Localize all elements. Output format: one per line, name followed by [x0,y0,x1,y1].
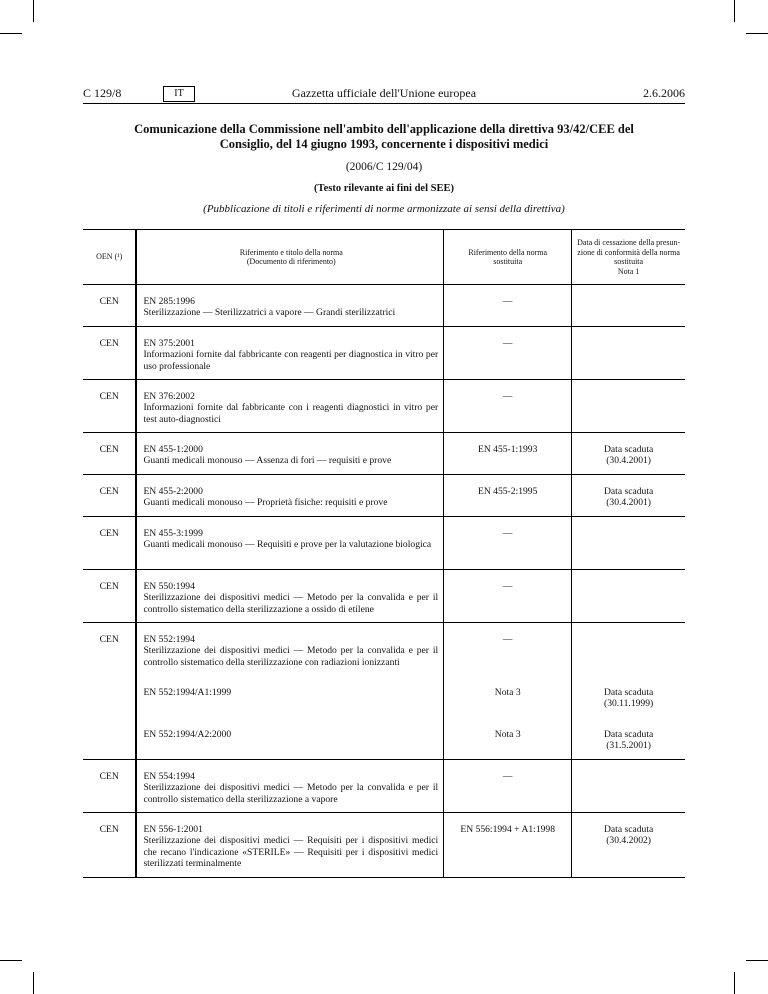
title-line-1: Comunicazione della Commissione nell'ambito dell'applicazione della direttiva 93/42/CEE del [134,122,634,136]
cell-replaced [444,433,572,475]
cell-cessation [572,623,685,676]
cell-cessation [572,380,685,433]
header-cessation-l1: Data di cessazione della presun- [577,238,681,247]
replaced-standard: — [502,528,513,539]
cell-replaced [444,380,572,433]
oen-value: CEN [99,486,119,497]
header-reference-title [136,230,443,285]
standard-title: Sterilizzazione — Sterilizzatrici a vapore — Grandi sterilizzatrici [143,307,396,319]
header-cessation-l4: Nota 1 [617,266,640,276]
header-replaced-l1: Riferimento della norma [468,247,548,257]
cell-oen [83,380,136,433]
cell-standard [136,285,443,327]
cessation-date: (31.5.2001) [606,739,651,751]
header-reference-title-l2: (Documento di riferimento) [246,257,336,266]
standard-code: EN 554:1994 [143,771,195,782]
header-oen: OEN (¹) [83,230,136,285]
cell-cessation [572,676,685,718]
cessation-status: Data scaduta [603,824,654,835]
cell-cessation [572,517,685,570]
table-row [83,380,685,433]
standard-code: EN 556-1:2001 [143,824,203,835]
table-row [83,760,685,813]
language-badge: IT [163,86,195,102]
oen-value: CEN [99,296,119,307]
crop-mark [734,972,735,994]
oen-value: CEN [99,771,119,782]
standard-code: EN 552:1994/A1:1999 [143,686,232,698]
cell-oen [83,623,136,676]
header-cessation-date [572,230,685,285]
header-cessation-l2: zione di conformità della norma [577,247,680,257]
replaced-standard: — [502,391,513,402]
cell-oen [83,570,136,623]
crop-mark [746,33,768,34]
oen-value: CEN [99,581,119,592]
table-row [83,623,685,676]
crop-mark [746,960,768,961]
cessation-status: Data scaduta [603,728,654,740]
cessation-date: (30.4.2002) [606,835,651,847]
cessation-status: Data scaduta [603,486,654,497]
cell-standard [136,380,443,433]
cell-cessation [572,327,685,380]
cell-replaced [444,327,572,380]
table-header-row [83,230,685,285]
cessation-status: Data scaduta [603,686,654,698]
crop-mark [33,0,34,22]
cell-oen [83,718,136,760]
oen-value: CEN [99,444,119,455]
cell-standard [136,813,443,878]
cessation-date: (30.11.1999) [604,697,654,709]
standard-code: EN 550:1994 [143,581,195,592]
oen-value: CEN [99,528,119,539]
cell-oen [83,760,136,813]
table-row [83,570,685,623]
standard-code: EN 552:1994/A2:2000 [143,728,232,740]
cell-replaced [444,570,572,623]
standard-code: EN 375:2001 [143,338,195,349]
standard-title: Informazioni fornite dal fabbricante con reagenti per diagnostica in vitro per uso professionale [143,349,439,372]
table-row [83,433,685,475]
replaced-standard: EN 556:1994 + A1:1998 [460,824,556,835]
cell-standard [136,517,443,570]
table-row [83,813,685,878]
document-title [100,122,668,152]
header-replaced-l2: sostituita [493,257,523,266]
cell-oen [83,676,136,718]
cell-standard [136,475,443,517]
cell-oen [83,517,136,570]
standard-title: Sterilizzazione dei dispositivi medici — Metodo per la convalida e per il controllo sistematico della sterilizzazione a ossido di etilene [143,592,439,615]
cell-cessation [572,813,685,878]
cell-standard [136,327,443,380]
journal-name: Gazzetta ufficiale dell'Unione europea [291,86,477,100]
table-row [83,517,685,570]
crop-mark [0,960,22,961]
replaced-standard: — [502,634,513,645]
cell-oen [83,327,136,380]
cessation-date: (30.4.2001) [606,497,651,509]
oen-value: CEN [99,824,119,835]
cell-replaced [444,760,572,813]
replaced-standard: — [502,581,513,592]
replaced-standard: Nota 3 [494,686,521,698]
oen-value: CEN [99,391,119,402]
replaced-standard: — [502,771,513,782]
crop-mark [33,972,34,994]
standard-title: Informazioni fornite dal fabbricante con i reagenti diagnostici in vitro per test auto-diagnostici [143,402,439,425]
table-row [83,285,685,327]
publication-date: 2.6.2006 [643,86,685,100]
cell-standard [136,570,443,623]
cell-replaced [444,623,572,676]
cell-replaced [444,718,572,760]
header-cessation-l3: sostituita [614,257,644,266]
replaced-standard: Nota 3 [494,728,521,740]
cell-standard [136,623,443,676]
cell-replaced [444,285,572,327]
oen-value: CEN [99,634,119,645]
standard-title: Sterilizzazione dei dispositivi medici — Metodo per la convalida e per il controllo sistematico della sterilizzazione a vapore [143,782,439,805]
cell-replaced [444,676,572,718]
standard-title: Sterilizzazione dei dispositivi medici — Metodo per la convalida e per il controllo sistematico della sterilizzazione con radiazioni ionizzanti [143,645,439,668]
document-reference: (2006/C 129/04) [345,161,423,173]
crop-mark [734,0,735,22]
table-row [83,718,685,760]
crop-mark [0,33,22,34]
table-row [83,475,685,517]
cell-standard [136,760,443,813]
publication-note: (Pubblicazione di titoli e riferimenti di norme armonizzate ai sensi della direttiva) [203,203,565,215]
cell-oen [83,433,136,475]
cell-standard [136,718,443,760]
eea-note: (Testo rilevante ai fini del SEE) [314,183,454,194]
table-row [83,327,685,380]
standard-code: EN 285:1996 [143,296,195,307]
cell-cessation [572,475,685,517]
cell-oen [83,475,136,517]
header-rule [83,103,685,104]
standard-title: Guanti medicali monouso — Assenza di fori — requisiti e prove [143,455,392,467]
standard-title: Sterilizzazione dei dispositivi medici — Requisiti per i dispositivi medici che recano l'indicazione «STERILE» — Requisiti per i dispositivi medici sterilizzati terminalmente [143,835,439,869]
cessation-date: (30.4.2001) [606,455,651,467]
cell-standard [136,433,443,475]
cell-oen [83,813,136,878]
cell-cessation [572,433,685,475]
title-line-2: Consiglio, del 14 giugno 1993, concernente i dispositivi medici [219,137,549,151]
cell-standard [136,676,443,718]
cell-replaced [444,475,572,517]
cell-replaced [444,813,572,878]
standard-code: EN 455-2:2000 [143,486,203,497]
replaced-standard: EN 455-1:1993 [477,444,538,455]
cell-cessation [572,718,685,760]
header-reference-title-l1: Riferimento e titolo della norma [239,247,343,257]
replaced-standard: EN 455-2:1995 [477,486,538,497]
replaced-standard: — [502,296,513,307]
standard-code: EN 455-1:2000 [143,444,203,455]
standard-code: EN 552:1994 [143,634,195,645]
page-reference: C 129/8 [83,86,122,100]
cell-oen [83,285,136,327]
oen-value: CEN [99,338,119,349]
standard-code: EN 376:2002 [143,391,195,402]
standard-title: Guanti medicali monouso — Proprietà fisiche: requisiti e prove [143,497,388,509]
cell-replaced [444,517,572,570]
cell-cessation [572,760,685,813]
cell-cessation [572,570,685,623]
replaced-standard: — [502,338,513,349]
standard-code: EN 455-3:1999 [143,528,203,539]
cell-cessation [572,285,685,327]
cessation-status: Data scaduta [603,444,654,455]
standards-table [83,229,685,878]
standard-title: Guanti medicali monouso — Requisiti e prove per la valutazione biologica [143,539,432,551]
header-replaced-standard [444,230,572,285]
table-row [83,676,685,718]
